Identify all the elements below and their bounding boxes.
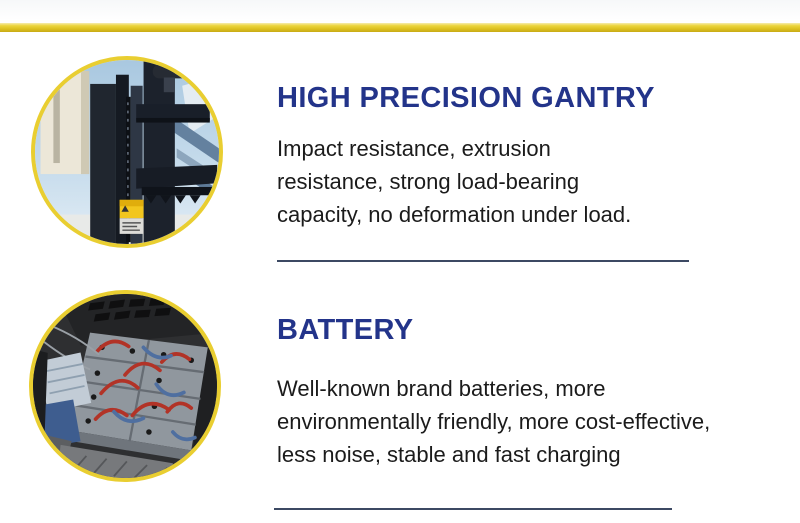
- battery-description-line: less noise, stable and fast charging: [277, 442, 621, 467]
- gantry-description-line: Impact resistance, extrusion: [277, 136, 551, 161]
- photo-circle-gantry: [31, 56, 223, 248]
- photo-circle-battery: [29, 290, 221, 482]
- gold-accent-bar: [0, 23, 800, 32]
- battery-section-divider: [274, 508, 672, 510]
- forklift-gantry-photo: [35, 60, 219, 244]
- gantry-title: HIGH PRECISION GANTRY: [277, 82, 655, 114]
- gantry-description: [277, 132, 631, 231]
- battery-title: BATTERY: [277, 314, 414, 346]
- battery-description: [277, 372, 710, 471]
- gantry-description-line: resistance, strong load-bearing: [277, 169, 580, 194]
- gantry-description-line: capacity, no deformation under load.: [277, 202, 632, 227]
- top-fade-strip: [0, 0, 800, 23]
- battery-description-line: environmentally friendly, more cost-effective,: [277, 409, 711, 434]
- battery-description-line: Well-known brand batteries, more: [277, 376, 606, 401]
- gantry-section-divider: [277, 260, 689, 262]
- battery-compartment-photo: [33, 294, 217, 478]
